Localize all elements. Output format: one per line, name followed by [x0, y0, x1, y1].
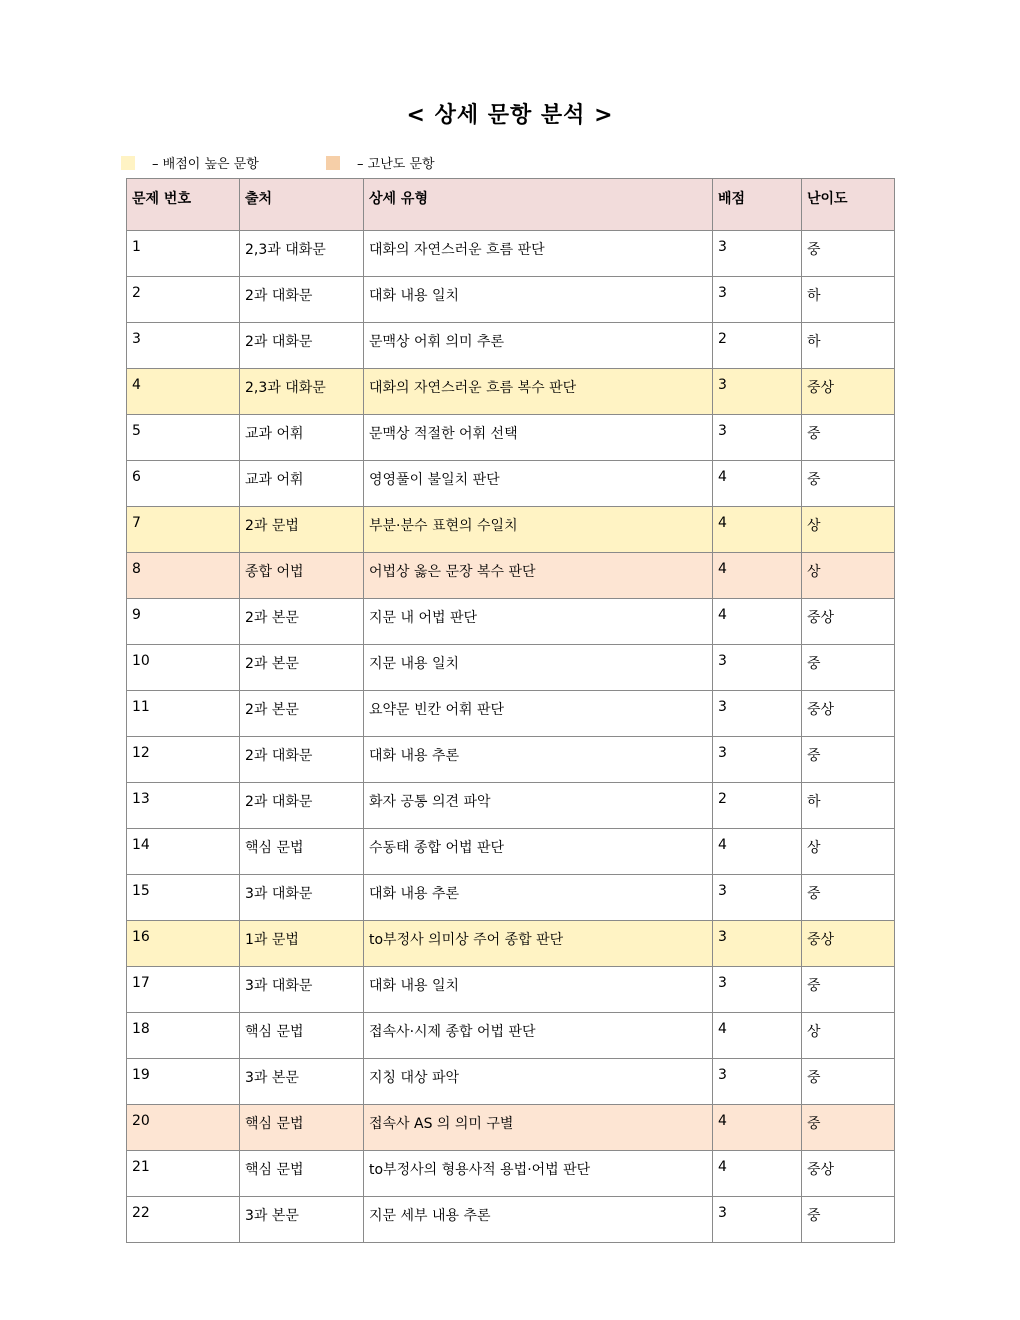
cell-number: 15 — [127, 875, 240, 921]
table-row — [127, 415, 895, 461]
cell-difficulty: 중 — [802, 967, 895, 1013]
cell-source: 핵심 문법 — [240, 1151, 364, 1197]
cell-number: 22 — [127, 1197, 240, 1243]
cell-type: 대화 내용 일치 — [364, 277, 713, 323]
cell-type: 부분·분수 표현의 수일치 — [364, 507, 713, 553]
cell-score: 4 — [713, 829, 802, 875]
legend-item-high-difficulty — [326, 153, 435, 172]
cell-type: 화자 공통 의견 파악 — [364, 783, 713, 829]
cell-score: 4 — [713, 1151, 802, 1197]
cell-score: 3 — [713, 691, 802, 737]
cell-difficulty: 상 — [802, 829, 895, 875]
cell-type: 접속사 AS 의 의미 구별 — [364, 1105, 713, 1151]
cell-type: 대화 내용 추론 — [364, 737, 713, 783]
cell-score: 2 — [713, 783, 802, 829]
cell-difficulty: 하 — [802, 277, 895, 323]
cell-type: to부정사의 형용사적 용법·어법 판단 — [364, 1151, 713, 1197]
table-row — [127, 1105, 895, 1151]
analysis-table — [126, 178, 895, 1243]
cell-number: 4 — [127, 369, 240, 415]
cell-source: 2과 대화문 — [240, 737, 364, 783]
cell-type: 문맥상 적절한 어휘 선택 — [364, 415, 713, 461]
cell-source: 1과 문법 — [240, 921, 364, 967]
cell-difficulty: 상 — [802, 507, 895, 553]
cell-source: 3과 대화문 — [240, 967, 364, 1013]
table-row — [127, 277, 895, 323]
table-header-row — [127, 179, 895, 231]
table-row — [127, 1059, 895, 1105]
cell-type: 어법상 옳은 문장 복수 판단 — [364, 553, 713, 599]
cell-number: 6 — [127, 461, 240, 507]
cell-score: 3 — [713, 737, 802, 783]
cell-type: 지칭 대상 파악 — [364, 1059, 713, 1105]
header-difficulty: 난이도 — [802, 179, 895, 231]
cell-score: 3 — [713, 645, 802, 691]
legend-label-high-difficulty: – 고난도 문항 — [357, 157, 435, 172]
cell-source: 2과 본문 — [240, 599, 364, 645]
cell-difficulty: 중 — [802, 461, 895, 507]
cell-number: 2 — [127, 277, 240, 323]
cell-type: 영영풀이 불일치 판단 — [364, 461, 713, 507]
cell-difficulty: 중 — [802, 415, 895, 461]
cell-difficulty: 중상 — [802, 369, 895, 415]
cell-score: 3 — [713, 277, 802, 323]
cell-difficulty: 중 — [802, 1105, 895, 1151]
cell-source: 2과 본문 — [240, 691, 364, 737]
cell-number: 17 — [127, 967, 240, 1013]
cell-source: 교과 어휘 — [240, 415, 364, 461]
cell-difficulty: 상 — [802, 1013, 895, 1059]
cell-difficulty: 중상 — [802, 691, 895, 737]
table-row — [127, 737, 895, 783]
cell-type: 대화 내용 추론 — [364, 875, 713, 921]
cell-score: 4 — [713, 1013, 802, 1059]
cell-difficulty: 중 — [802, 875, 895, 921]
cell-score: 3 — [713, 415, 802, 461]
cell-score: 2 — [713, 323, 802, 369]
cell-score: 4 — [713, 553, 802, 599]
cell-number: 3 — [127, 323, 240, 369]
cell-score: 3 — [713, 231, 802, 277]
cell-source: 2과 본문 — [240, 645, 364, 691]
cell-difficulty: 중 — [802, 737, 895, 783]
cell-source: 핵심 문법 — [240, 1105, 364, 1151]
header-score: 배점 — [713, 179, 802, 231]
cell-source: 교과 어휘 — [240, 461, 364, 507]
header-type: 상세 유형 — [364, 179, 713, 231]
cell-type: 지문 세부 내용 추론 — [364, 1197, 713, 1243]
cell-difficulty: 중상 — [802, 599, 895, 645]
cell-number: 5 — [127, 415, 240, 461]
cell-score: 3 — [713, 875, 802, 921]
table-row — [127, 875, 895, 921]
cell-source: 핵심 문법 — [240, 1013, 364, 1059]
table-row — [127, 691, 895, 737]
table-row — [127, 967, 895, 1013]
table-row — [127, 231, 895, 277]
cell-difficulty: 중 — [802, 1059, 895, 1105]
cell-number: 16 — [127, 921, 240, 967]
cell-type: 접속사·시제 종합 어법 판단 — [364, 1013, 713, 1059]
cell-number: 7 — [127, 507, 240, 553]
cell-score: 3 — [713, 369, 802, 415]
cell-number: 13 — [127, 783, 240, 829]
cell-number: 14 — [127, 829, 240, 875]
cell-difficulty: 중상 — [802, 1151, 895, 1197]
table-row — [127, 461, 895, 507]
cell-number: 19 — [127, 1059, 240, 1105]
cell-difficulty: 하 — [802, 323, 895, 369]
cell-number: 18 — [127, 1013, 240, 1059]
cell-number: 21 — [127, 1151, 240, 1197]
cell-source: 3과 대화문 — [240, 875, 364, 921]
cell-type: 대화 내용 일치 — [364, 967, 713, 1013]
cell-source: 3과 본문 — [240, 1059, 364, 1105]
table-row — [127, 599, 895, 645]
cell-type: 수동태 종합 어법 판단 — [364, 829, 713, 875]
cell-number: 20 — [127, 1105, 240, 1151]
legend-swatch-high-score — [121, 156, 135, 170]
cell-score: 4 — [713, 1105, 802, 1151]
cell-type: 지문 내 어법 판단 — [364, 599, 713, 645]
cell-difficulty: 중 — [802, 1197, 895, 1243]
cell-number: 12 — [127, 737, 240, 783]
cell-source: 2과 대화문 — [240, 783, 364, 829]
cell-score: 4 — [713, 599, 802, 645]
table-row — [127, 507, 895, 553]
cell-score: 4 — [713, 507, 802, 553]
cell-score: 3 — [713, 921, 802, 967]
cell-difficulty: 상 — [802, 553, 895, 599]
cell-source: 2과 대화문 — [240, 323, 364, 369]
cell-score: 4 — [713, 461, 802, 507]
legend-item-high-score — [121, 153, 259, 172]
legend-swatch-high-difficulty — [326, 156, 340, 170]
page-title: < 상세 문항 분석 > — [406, 103, 614, 128]
table-row — [127, 921, 895, 967]
cell-score: 3 — [713, 967, 802, 1013]
cell-difficulty: 하 — [802, 783, 895, 829]
table-row — [127, 645, 895, 691]
cell-source: 2과 대화문 — [240, 277, 364, 323]
cell-number: 10 — [127, 645, 240, 691]
cell-type: 대화의 자연스러운 흐름 복수 판단 — [364, 369, 713, 415]
table-row — [127, 553, 895, 599]
table-row — [127, 1197, 895, 1243]
cell-difficulty: 중 — [802, 645, 895, 691]
cell-difficulty: 중상 — [802, 921, 895, 967]
header-number: 문제 번호 — [127, 179, 240, 231]
cell-number: 9 — [127, 599, 240, 645]
table-row — [127, 1151, 895, 1197]
legend-label-high-score: – 배점이 높은 문항 — [152, 157, 259, 172]
table-row — [127, 829, 895, 875]
cell-source: 2,3과 대화문 — [240, 231, 364, 277]
cell-source: 3과 본문 — [240, 1197, 364, 1243]
header-source: 출처 — [240, 179, 364, 231]
cell-type: to부정사 의미상 주어 종합 판단 — [364, 921, 713, 967]
cell-number: 8 — [127, 553, 240, 599]
table-row — [127, 1013, 895, 1059]
table-row — [127, 323, 895, 369]
cell-score: 3 — [713, 1197, 802, 1243]
cell-source: 종합 어법 — [240, 553, 364, 599]
cell-type: 대화의 자연스러운 흐름 판단 — [364, 231, 713, 277]
cell-type: 요약문 빈칸 어휘 판단 — [364, 691, 713, 737]
table-row — [127, 783, 895, 829]
cell-source: 2과 문법 — [240, 507, 364, 553]
cell-score: 3 — [713, 1059, 802, 1105]
cell-number: 11 — [127, 691, 240, 737]
cell-source: 2,3과 대화문 — [240, 369, 364, 415]
cell-type: 문맥상 어휘 의미 추론 — [364, 323, 713, 369]
cell-type: 지문 내용 일치 — [364, 645, 713, 691]
cell-difficulty: 중 — [802, 231, 895, 277]
table-row — [127, 369, 895, 415]
table-body — [127, 231, 895, 1243]
cell-number: 1 — [127, 231, 240, 277]
cell-source: 핵심 문법 — [240, 829, 364, 875]
